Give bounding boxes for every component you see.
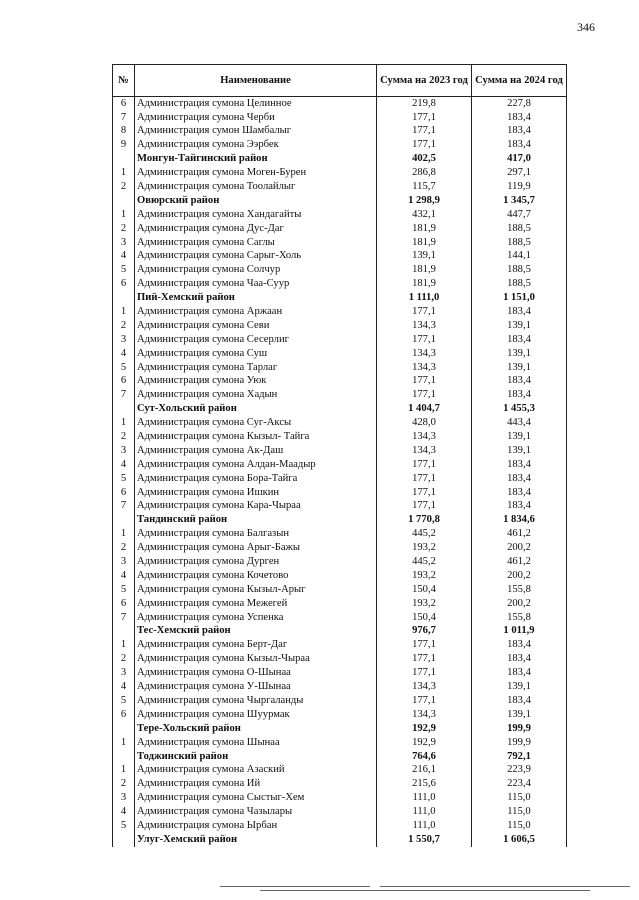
table-row [113,542,567,556]
row-number: 7 [113,389,135,403]
row-sum-2023: 177,1 [377,486,472,500]
row-name: Администрация сумона Хадын [135,389,377,403]
row-name: Администрация сумона Кара-Чыраа [135,500,377,514]
row-sum-2024: 139,1 [472,680,567,694]
row-sum-2023: 181,9 [377,264,472,278]
row-sum-2023: 215,6 [377,778,472,792]
header-sum-2023: Сумма на 2023 год [377,65,472,97]
table-row [113,597,567,611]
table-row [113,764,567,778]
row-name: Администрация сумона Чыргаланды [135,694,377,708]
region-row [113,625,567,639]
row-number: 5 [113,361,135,375]
row-sum-2024: 115,0 [472,792,567,806]
row-name: Тес-Хемский район [135,625,377,639]
row-number [113,291,135,305]
row-number: 5 [113,694,135,708]
row-number [113,514,135,528]
table-row [113,667,567,681]
row-name: Администрация сумона Уюк [135,375,377,389]
table-row [113,416,567,430]
row-sum-2024: 155,8 [472,611,567,625]
row-sum-2024: 183,4 [472,472,567,486]
table-row [113,694,567,708]
table-row [113,250,567,264]
table-row [113,97,567,111]
row-sum-2023: 111,0 [377,805,472,819]
row-name: Администрация сумона Дурген [135,555,377,569]
row-sum-2023: 177,1 [377,694,472,708]
row-number [113,750,135,764]
row-sum-2024: 188,5 [472,264,567,278]
row-number: 4 [113,805,135,819]
row-sum-2023: 181,9 [377,278,472,292]
row-number: 4 [113,347,135,361]
row-number: 6 [113,97,135,111]
header-sum-2024: Сумма на 2024 год [472,65,567,97]
row-sum-2024: 144,1 [472,250,567,264]
row-name: Администрация сумона Тарлаг [135,361,377,375]
row-name: Администрация сумона Ак-Даш [135,444,377,458]
row-sum-2024: 183,4 [472,639,567,653]
row-sum-2023: 177,1 [377,333,472,347]
row-name: Администрация сумона Целинное [135,97,377,111]
row-sum-2023: 1 298,9 [377,194,472,208]
row-sum-2023: 134,3 [377,444,472,458]
table-row [113,792,567,806]
table-row [113,444,567,458]
row-name: Администрация сумона Сесерлиг [135,333,377,347]
page-number: 346 [577,20,595,34]
table-row [113,375,567,389]
row-name: Администрация сумона Берт-Даг [135,639,377,653]
budget-table [112,64,567,847]
row-sum-2024: 199,9 [472,722,567,736]
row-number: 2 [113,778,135,792]
table-row [113,736,567,750]
row-sum-2023: 177,1 [377,305,472,319]
row-number [113,403,135,417]
row-sum-2024: 183,4 [472,694,567,708]
row-sum-2023: 193,2 [377,569,472,583]
table-row [113,778,567,792]
row-sum-2024: 183,4 [472,486,567,500]
row-number [113,625,135,639]
row-sum-2024: 227,8 [472,97,567,111]
row-sum-2023: 1 404,7 [377,403,472,417]
row-sum-2024: 443,4 [472,416,567,430]
row-number: 6 [113,278,135,292]
row-sum-2024: 139,1 [472,319,567,333]
row-number: 1 [113,528,135,542]
row-name: Администрация сумона Моген-Бурен [135,166,377,180]
row-number: 1 [113,416,135,430]
row-number: 1 [113,166,135,180]
region-row [113,833,567,847]
row-number: 5 [113,819,135,833]
row-sum-2024: 200,2 [472,542,567,556]
row-sum-2024: 183,4 [472,139,567,153]
row-number [113,722,135,736]
row-number: 7 [113,500,135,514]
region-row [113,403,567,417]
row-name: Администрация сумона Кызыл-Арыг [135,583,377,597]
row-sum-2024: 188,5 [472,222,567,236]
row-name: Администрация сумона Тоолайлыг [135,180,377,194]
row-sum-2023: 445,2 [377,555,472,569]
row-name: Администрация сумона Саглы [135,236,377,250]
row-number: 1 [113,305,135,319]
row-number [113,833,135,847]
row-name: Администрация сумона Межегей [135,597,377,611]
row-sum-2023: 1 111,0 [377,291,472,305]
row-sum-2023: 134,3 [377,361,472,375]
row-sum-2024: 183,4 [472,333,567,347]
row-name: Администрация сумона Хандагайты [135,208,377,222]
row-number: 2 [113,542,135,556]
row-name: Администрация сумона Бора-Тайга [135,472,377,486]
region-row [113,514,567,528]
row-sum-2024: 1 834,6 [472,514,567,528]
row-number: 1 [113,639,135,653]
row-sum-2023: 181,9 [377,236,472,250]
row-sum-2024: 417,0 [472,153,567,167]
row-name: Улуг-Хемский район [135,833,377,847]
row-sum-2024: 1 455,3 [472,403,567,417]
row-name: Администрация сумона Арыг-Бажы [135,542,377,556]
row-sum-2024: 139,1 [472,361,567,375]
row-sum-2023: 134,3 [377,430,472,444]
row-number: 1 [113,736,135,750]
row-sum-2023: 177,1 [377,125,472,139]
row-number: 2 [113,222,135,236]
row-number: 1 [113,208,135,222]
row-sum-2023: 177,1 [377,139,472,153]
table-row [113,166,567,180]
row-sum-2023: 134,3 [377,319,472,333]
table-row [113,430,567,444]
row-name: Администрация сумона Кызыл- Тайга [135,430,377,444]
row-sum-2024: 119,9 [472,180,567,194]
table-row [113,486,567,500]
row-name: Администрация сумона У-Шынаа [135,680,377,694]
row-sum-2023: 134,3 [377,708,472,722]
table-row [113,305,567,319]
row-sum-2024: 155,8 [472,583,567,597]
header-name: Наименование [135,65,377,97]
region-row [113,194,567,208]
row-sum-2024: 200,2 [472,569,567,583]
row-sum-2023: 134,3 [377,347,472,361]
row-name: Администрация сумона Сарыг-Холь [135,250,377,264]
table-body [113,97,567,848]
row-sum-2024: 223,4 [472,778,567,792]
table-row [113,653,567,667]
row-name: Администрация сумона Черби [135,111,377,125]
table-row [113,528,567,542]
table-row [113,208,567,222]
row-sum-2024: 1 606,5 [472,833,567,847]
header-number: № [113,65,135,97]
row-number: 9 [113,139,135,153]
row-name: Администрация сумона Кызыл-Чыраа [135,653,377,667]
row-name: Администрация сумона Азаский [135,764,377,778]
row-sum-2023: 1 550,7 [377,833,472,847]
row-number: 6 [113,708,135,722]
region-row [113,153,567,167]
row-number: 2 [113,319,135,333]
row-sum-2023: 177,1 [377,375,472,389]
row-sum-2023: 445,2 [377,528,472,542]
table-row [113,639,567,653]
row-sum-2023: 115,7 [377,180,472,194]
row-sum-2024: 297,1 [472,166,567,180]
row-sum-2023: 286,8 [377,166,472,180]
row-sum-2023: 1 770,8 [377,514,472,528]
table-row [113,805,567,819]
table-row [113,500,567,514]
row-name: Администрация сумона Ырбан [135,819,377,833]
row-sum-2024: 447,7 [472,208,567,222]
row-number: 4 [113,250,135,264]
row-name: Сут-Хольский район [135,403,377,417]
table-row [113,361,567,375]
row-sum-2024: 1 011,9 [472,625,567,639]
row-sum-2023: 193,2 [377,542,472,556]
row-sum-2024: 1 151,0 [472,291,567,305]
row-name: Администрация сумона Ишкин [135,486,377,500]
row-sum-2023: 150,4 [377,583,472,597]
row-number: 2 [113,653,135,667]
row-sum-2023: 193,2 [377,597,472,611]
row-name: Администрация сумона Чаа-Суур [135,278,377,292]
row-name: Администрация сумона О-Шынаа [135,667,377,681]
table-row [113,222,567,236]
region-row [113,291,567,305]
row-sum-2023: 177,1 [377,458,472,472]
row-sum-2023: 177,1 [377,639,472,653]
row-sum-2024: 183,4 [472,653,567,667]
row-number: 4 [113,569,135,583]
row-name: Администрация сумона Аржаан [135,305,377,319]
row-number [113,153,135,167]
row-sum-2024: 183,4 [472,125,567,139]
footer-rule [220,884,630,892]
row-name: Овюрский район [135,194,377,208]
row-name: Администрация сумона Шуурмак [135,708,377,722]
row-sum-2024: 461,2 [472,528,567,542]
table-row [113,819,567,833]
row-sum-2023: 432,1 [377,208,472,222]
row-name: Администрация сумона Севи [135,319,377,333]
row-sum-2024: 183,4 [472,305,567,319]
row-sum-2024: 183,4 [472,389,567,403]
row-name: Администрация сумона Солчур [135,264,377,278]
row-number: 5 [113,264,135,278]
row-sum-2024: 139,1 [472,708,567,722]
row-sum-2023: 764,6 [377,750,472,764]
row-sum-2024: 183,4 [472,667,567,681]
table-row [113,389,567,403]
row-sum-2023: 976,7 [377,625,472,639]
row-number: 7 [113,111,135,125]
table-row [113,278,567,292]
row-number: 4 [113,680,135,694]
table-row [113,680,567,694]
row-name: Администрация сумона Сыстыг-Хем [135,792,377,806]
row-sum-2024: 139,1 [472,444,567,458]
row-sum-2023: 177,1 [377,667,472,681]
table-row [113,264,567,278]
row-name: Тоджинский район [135,750,377,764]
row-sum-2024: 1 345,7 [472,194,567,208]
row-sum-2023: 216,1 [377,764,472,778]
row-name: Администрация сумона Дус-Даг [135,222,377,236]
row-sum-2024: 183,4 [472,500,567,514]
row-sum-2023: 177,1 [377,389,472,403]
row-name: Администрация сумона Балгазын [135,528,377,542]
table-row [113,458,567,472]
table-row [113,236,567,250]
row-sum-2023: 134,3 [377,680,472,694]
row-sum-2023: 139,1 [377,250,472,264]
row-name: Пий-Хемский район [135,291,377,305]
row-number: 8 [113,125,135,139]
table-row [113,611,567,625]
table-row [113,472,567,486]
row-sum-2024: 139,1 [472,347,567,361]
row-sum-2024: 115,0 [472,819,567,833]
row-number: 3 [113,333,135,347]
table-row [113,583,567,597]
row-number: 3 [113,236,135,250]
row-name: Администрация сумона Суг-Аксы [135,416,377,430]
row-number: 3 [113,667,135,681]
row-name: Монгун-Тайгинский район [135,153,377,167]
region-row [113,722,567,736]
row-sum-2023: 192,9 [377,722,472,736]
row-sum-2024: 199,9 [472,736,567,750]
row-name: Администрация сумона Суш [135,347,377,361]
row-sum-2023: 219,8 [377,97,472,111]
row-sum-2024: 183,4 [472,375,567,389]
row-number: 6 [113,597,135,611]
row-sum-2023: 111,0 [377,819,472,833]
row-sum-2024: 139,1 [472,430,567,444]
row-name: Администрация сумона Кочетово [135,569,377,583]
row-name: Администрация сумон Шамбалыг [135,125,377,139]
row-number: 1 [113,764,135,778]
row-number: 2 [113,180,135,194]
row-name: Администрация сумона Ий [135,778,377,792]
table-row [113,708,567,722]
row-name: Администрация сумона Шынаа [135,736,377,750]
row-sum-2023: 150,4 [377,611,472,625]
row-name: Администрация сумона Алдан-Маадыр [135,458,377,472]
row-name: Администрация сумона Чазылары [135,805,377,819]
table-row [113,319,567,333]
row-sum-2024: 115,0 [472,805,567,819]
row-number: 6 [113,375,135,389]
table-row [113,555,567,569]
table-row [113,180,567,194]
region-row [113,750,567,764]
row-sum-2024: 461,2 [472,555,567,569]
row-number: 3 [113,792,135,806]
row-number: 5 [113,472,135,486]
table-row [113,125,567,139]
table-row [113,347,567,361]
table-row [113,111,567,125]
row-number: 4 [113,458,135,472]
table-row [113,569,567,583]
row-sum-2023: 177,1 [377,111,472,125]
row-sum-2023: 177,1 [377,653,472,667]
row-sum-2024: 183,4 [472,458,567,472]
row-sum-2024: 200,2 [472,597,567,611]
table-row [113,333,567,347]
table-header-row [113,65,567,97]
row-name: Тандинский район [135,514,377,528]
row-sum-2023: 177,1 [377,472,472,486]
row-sum-2024: 183,4 [472,111,567,125]
row-number: 6 [113,486,135,500]
row-sum-2024: 223,9 [472,764,567,778]
row-number: 7 [113,611,135,625]
row-name: Администрация сумона Успенка [135,611,377,625]
row-sum-2023: 177,1 [377,500,472,514]
row-sum-2023: 402,5 [377,153,472,167]
row-sum-2023: 111,0 [377,792,472,806]
row-sum-2024: 188,5 [472,278,567,292]
row-number: 3 [113,555,135,569]
row-name: Администрация сумона Ээрбек [135,139,377,153]
row-number: 3 [113,444,135,458]
table-row [113,139,567,153]
row-sum-2023: 428,0 [377,416,472,430]
row-number: 2 [113,430,135,444]
row-sum-2024: 188,5 [472,236,567,250]
row-number: 5 [113,583,135,597]
row-number [113,194,135,208]
row-sum-2023: 181,9 [377,222,472,236]
row-name: Тере-Хольский район [135,722,377,736]
row-sum-2024: 792,1 [472,750,567,764]
row-sum-2023: 192,9 [377,736,472,750]
